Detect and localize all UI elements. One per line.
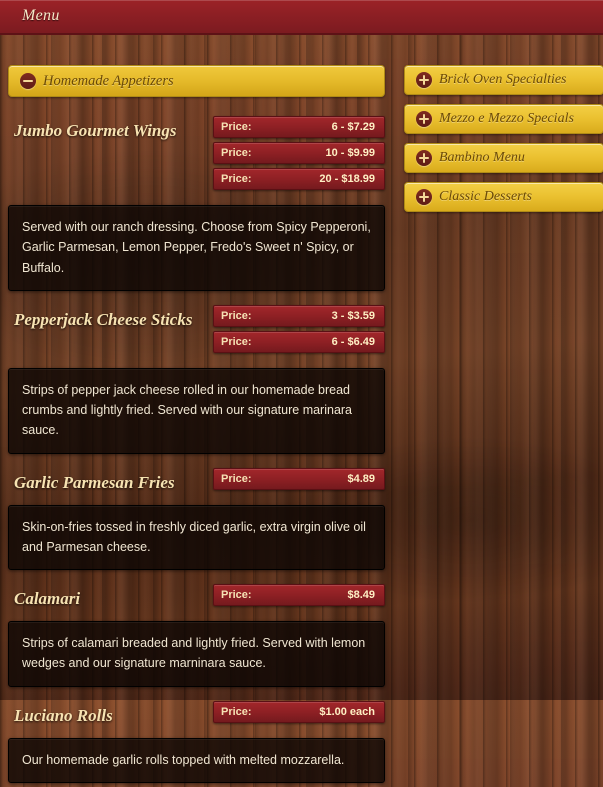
page-title: Menu xyxy=(22,7,60,24)
menu-item-header xyxy=(8,305,385,364)
menu-item xyxy=(8,305,385,454)
price-row xyxy=(213,584,385,606)
price-row xyxy=(213,116,385,138)
price-value: $1.00 each xyxy=(319,705,375,718)
plus-circle-icon[interactable] xyxy=(416,189,432,205)
price-value: 6 - $6.49 xyxy=(331,335,375,348)
accordion-header-mezzo-e-mezzo-specials[interactable] xyxy=(404,104,603,134)
price-row xyxy=(213,142,385,164)
window-title-bar xyxy=(0,0,603,35)
price-label: Price: xyxy=(221,335,252,348)
menu-item-name: Pepperjack Cheese Sticks xyxy=(14,309,193,329)
spacer xyxy=(8,691,385,701)
price-value: 20 - $18.99 xyxy=(319,173,375,185)
price-list xyxy=(213,468,385,494)
menu-item-header xyxy=(8,468,385,501)
menu-item-description: Served with our ranch dressing. Choose from Spicy Pepperoni, Garlic Parmesan, Lemon Pepper, Fredo's Sweet n' Spicy, or Buffalo. xyxy=(8,205,385,291)
accordion-header-label: Mezzo e Mezzo Specials xyxy=(439,111,574,126)
menu-item-header xyxy=(8,116,385,201)
price-value: $8.49 xyxy=(347,589,375,601)
price-value: 3 - $3.59 xyxy=(331,309,375,322)
spacer xyxy=(8,295,385,305)
menu-item xyxy=(8,468,385,571)
price-list xyxy=(213,305,385,357)
menu-item-name: Jumbo Gourmet Wings xyxy=(14,121,177,140)
menu-item-description: Strips of calamari breaded and lightly fried. Served with lemon wedges and our signature marninara sauce. xyxy=(8,621,385,687)
price-row xyxy=(213,331,385,353)
price-label: Price: xyxy=(221,705,252,718)
accordion-header-label: Bambino Menu xyxy=(439,150,525,165)
accordion-header-label: Homemade Appetizers xyxy=(43,72,174,89)
price-label: Price: xyxy=(221,147,252,159)
menu-item-description: Skin-on-fries tossed in freshly diced garlic, extra virgin olive oil and Parmesan cheese. xyxy=(8,505,385,571)
price-value: $4.89 xyxy=(347,472,375,485)
menu-item-header xyxy=(8,701,385,734)
price-label: Price: xyxy=(221,472,252,485)
accordion-header-brick-oven-specialties[interactable] xyxy=(404,65,603,95)
menu-item-description: Our homemade garlic rolls topped with melted mozzarella. xyxy=(8,738,385,783)
right-column xyxy=(404,65,603,221)
price-label: Price: xyxy=(221,589,252,601)
price-list xyxy=(213,701,385,727)
plus-circle-icon[interactable] xyxy=(416,150,432,166)
accordion-header-classic-desserts[interactable] xyxy=(404,182,603,212)
price-value: 6 - $7.29 xyxy=(331,121,375,133)
menu-item-name: Luciano Rolls xyxy=(14,705,113,725)
accordion-header-label: Classic Desserts xyxy=(439,189,532,204)
menu-item-name: Garlic Parmesan Fries xyxy=(14,472,175,492)
spacer xyxy=(8,574,385,584)
menu-item-description: Strips of pepper jack cheese rolled in our homemade bread crumbs and lightly fried. Served with our signature marinara sauce. xyxy=(8,368,385,454)
price-value: 10 - $9.99 xyxy=(325,147,375,159)
accordion-header-bambino-menu[interactable] xyxy=(404,143,603,173)
plus-circle-icon[interactable] xyxy=(416,111,432,127)
menu-item xyxy=(8,701,385,783)
menu-item xyxy=(8,584,385,687)
price-label: Price: xyxy=(221,121,252,133)
menu-item xyxy=(8,116,385,291)
accordion-header-label: Brick Oven Specialties xyxy=(439,72,567,87)
price-row xyxy=(213,468,385,490)
price-list xyxy=(213,584,385,610)
spacer xyxy=(8,106,385,116)
price-label: Price: xyxy=(221,173,252,185)
price-row xyxy=(213,168,385,190)
price-row xyxy=(213,701,385,723)
spacer xyxy=(8,458,385,468)
minus-circle-icon[interactable] xyxy=(20,73,36,89)
menu-item-header xyxy=(8,584,385,617)
accordion-header-homemade-appetizers[interactable] xyxy=(8,65,385,97)
price-row xyxy=(213,305,385,327)
menu-item-name: Calamari xyxy=(14,589,81,608)
price-list xyxy=(213,116,385,194)
price-label: Price: xyxy=(221,309,252,322)
left-column xyxy=(8,65,385,787)
plus-circle-icon[interactable] xyxy=(416,72,432,88)
